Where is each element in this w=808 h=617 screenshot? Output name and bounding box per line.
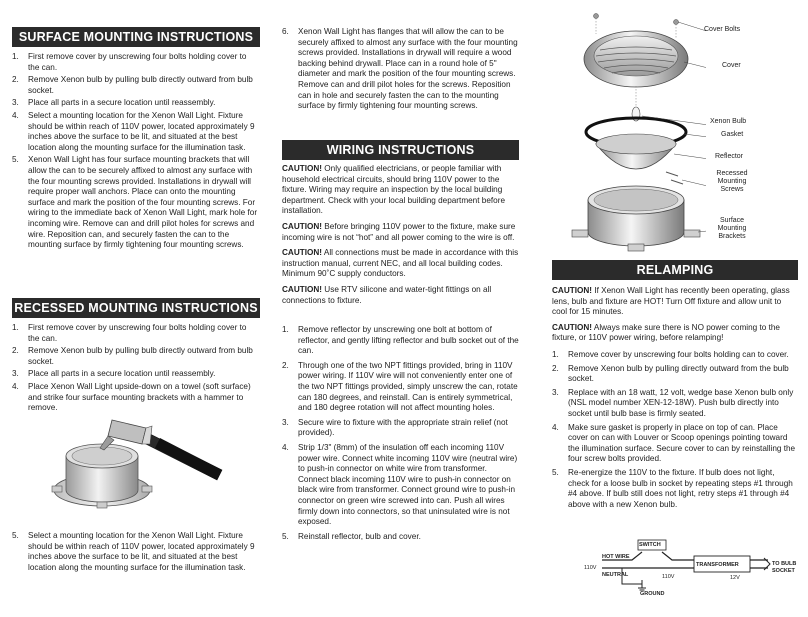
list-item: 2. Through one of the two NPT fittings provided, bring in 110V power wiring. If 110V wire will not conveniently enter one of the two NPT fittings provided, simply unscrew the can, rotate can 180 degrees, and reinstall. Can is entirely symmetrical, and 180 degree rotation will not affect mounting holes. [282, 360, 518, 413]
wiring-header: WIRING INSTRUCTIONS [282, 140, 519, 160]
caution-paragraph: CAUTION! Use RTV silicone and water-tight fittings on all connections to fixture. [282, 284, 492, 305]
list-item: 2. Remove Xenon bulb by pulling bulb directly outward from bulb socket. [12, 75, 253, 95]
to-bulb-label: TO BULB [772, 561, 797, 567]
list-item: 5. Re-energize the 110V to the fixture. If bulb does not light, check for a loose bulb in socket by repeating steps #1 through #4 above. If bulb still does not light, retry steps #1 through #4 above with a new Xenon bulb. [552, 467, 793, 509]
list-item: 3. Place all parts in a secure location until reassembly. [12, 369, 216, 379]
relamping-steps [552, 350, 798, 510]
list-item: 5. Reinstall reflector, bulb and cover. [282, 531, 421, 541]
list-item: 4. Select a mounting location for the Xenon Wall Light. Fixture should be within reach of 110V power, located approximately 9 inches above the surface to be lit, and situated at the best location along the mounting surface for the illumination task. [12, 110, 255, 152]
label-reflector: Reflector [715, 153, 744, 160]
list-item: 2. Remove Xenon bulb by pulling bulb directly outward from bulb socket. [12, 346, 253, 366]
wiring-steps [282, 325, 519, 542]
label-cover-bolts: Cover Bolts [704, 26, 741, 33]
list-item: 5. Select a mounting location for the Xenon Wall Light. Fixture should be within reach of 110V power, located approximately 9 inches above the surface to be lit, and situated at the best location along the mounting surface for the illumination task. [12, 531, 255, 572]
v110-left-label: 110V [584, 565, 597, 571]
v12-label: 12V [730, 575, 740, 581]
list-item: 2. Remove Xenon bulb by pulling directly outward from the bulb socket. [552, 363, 789, 384]
relamping-cautions [552, 286, 798, 344]
label-surface-brackets: Surface Mounting Brackets [717, 217, 747, 240]
caution-paragraph: CAUTION! Before bringing 110V power to the fixture, make sure incoming wire is not “hot” and all power coming to the wire is off. [282, 221, 516, 242]
caution-paragraph: CAUTION! All connections must be made in accordance with this instruction manual, current NEC, and all local building codes. Minimum 90˚C supply conductors. [282, 248, 519, 279]
caution-paragraph: CAUTION! Always make sure there is NO power coming to the fixture, or 110V power wiring, before relamping! [552, 322, 780, 343]
list-item: 4. Place Xenon Wall Light upside-down on a towel (soft surface) and strike four surface mounting brackets with a hammer to remove. [12, 381, 251, 413]
list-item: 3. Place all parts in a secure location until reassembly. [12, 98, 216, 108]
label-recessed-screws: Recessed Mounting Screws [716, 170, 748, 193]
list-item: 4. Strip 1/3" (8mm) of the insulation off each incoming 110V power wire. Connect white incoming 110V wire (neutral wire) to push-in connector on white wire from transformer. Connect black incoming 110V wire to push-in connector on black wire from transformer. Connect ground wire to push-in connector on green wire screwed into can. Push all wires firmly down into connectors, so that uninsulated wire is not exposed. [282, 442, 518, 527]
hot-wire-label: HOT WIRE [602, 554, 630, 560]
relamping-header: RELAMPING [552, 260, 798, 280]
label-xenon-bulb: Xenon Bulb [710, 118, 747, 125]
wiring-cautions [282, 164, 519, 306]
right-column [552, 0, 798, 617]
list-item: 1. Remove reflector by unscrewing one bolt at bottom of reflector, and gently lifting reflector and bulb socket out of the can. [282, 325, 519, 356]
recessed-steps [12, 323, 260, 414]
label-gasket: Gasket [721, 131, 744, 138]
list-item: 1. First remove cover by unscrewing four bolts holding cover to the can. [12, 323, 247, 343]
v110-mid-label: 110V [662, 574, 675, 580]
list-item: 3. Secure wire to fixture with the appropriate strain relief (not provided). [282, 417, 508, 438]
list-item: 1. Remove cover by unscrewing four bolts holding can to cover. [552, 350, 789, 359]
neutral-label: NEUTRAL [602, 572, 629, 578]
exploded-fixture-diagram [566, 4, 706, 254]
label-cover: Cover [722, 62, 741, 69]
list-item: 5. Xenon Wall Light has four surface mounting brackets that will allow the can to be securely affixed to almost any surface with the four mounting screws provided. Installations in drywall will require proper wall anchors. Place can onto the mounting surface and mark the position of the four mounting screws. For wiring to the immediate back of Xenon Wall Light, mark hole for incoming wire. Remove can and drill pilot holes for screws and wire. Reposition can, and securely fasten the can to the mounting surface by firmly tightening four mounting screws. [12, 155, 258, 250]
surface-mounting-header: SURFACE MOUNTING INSTRUCTIONS [12, 27, 260, 47]
socket-label: SOCKET [772, 568, 795, 574]
recessed-step6 [282, 27, 519, 112]
transformer-label: TRANSFORMER [696, 562, 739, 568]
recessed-mounting-header: RECESSED MOUNTING INSTRUCTIONS [12, 298, 260, 318]
hammer-can-illustration [42, 418, 242, 526]
caution-paragraph: CAUTION! If Xenon Wall Light has recently been operating, glass lens, bulb and fixture are HOT! Turn Off fixture and allow unit to cool for 15 minutes. [552, 286, 790, 317]
list-item: 4. Make sure gasket is properly in place on top of can. Place cover on can with Louver or Scoop openings pointing toward the illumination surface. Secure cover to can by reinstalling the four screw bolts provided. [552, 422, 796, 464]
wiring-diagram [582, 538, 792, 598]
list-item: 3. Replace with an 18 watt, 12 volt, wedge base Xenon bulb only (NSL model number XEN-12-18W). Push bulb directly into socket until bulb base is firmly seated. [552, 387, 794, 418]
list-item: 1. First remove cover by unscrewing four bolts holding cover to the can. [12, 52, 247, 72]
list-item: 6. Xenon Wall Light has flanges that will allow the can to be securely affixed to almost any surface with the four mounting screws provided. Installations in drywall will require a wood backing behind drywall. Place can in a round hole of 5" diameter and mark the position of the four mounting screws. Remove can and drill pilot holes for the screws. Reposition can in hole and securely fasten the can to the mounting surface by firmly tightening four mounting screws. [282, 27, 518, 111]
ground-label: GROUND [640, 591, 665, 597]
caution-paragraph: CAUTION! Only qualified electricians, or people familiar with household electrical circuits, should bring 110V power to the fixture. Wiring may require an inspection by the local building department. Check with your local building department before installation. [282, 164, 506, 216]
surface-steps [12, 52, 260, 251]
switch-label: SWITCH [639, 542, 661, 548]
recessed-step5 [12, 531, 260, 573]
